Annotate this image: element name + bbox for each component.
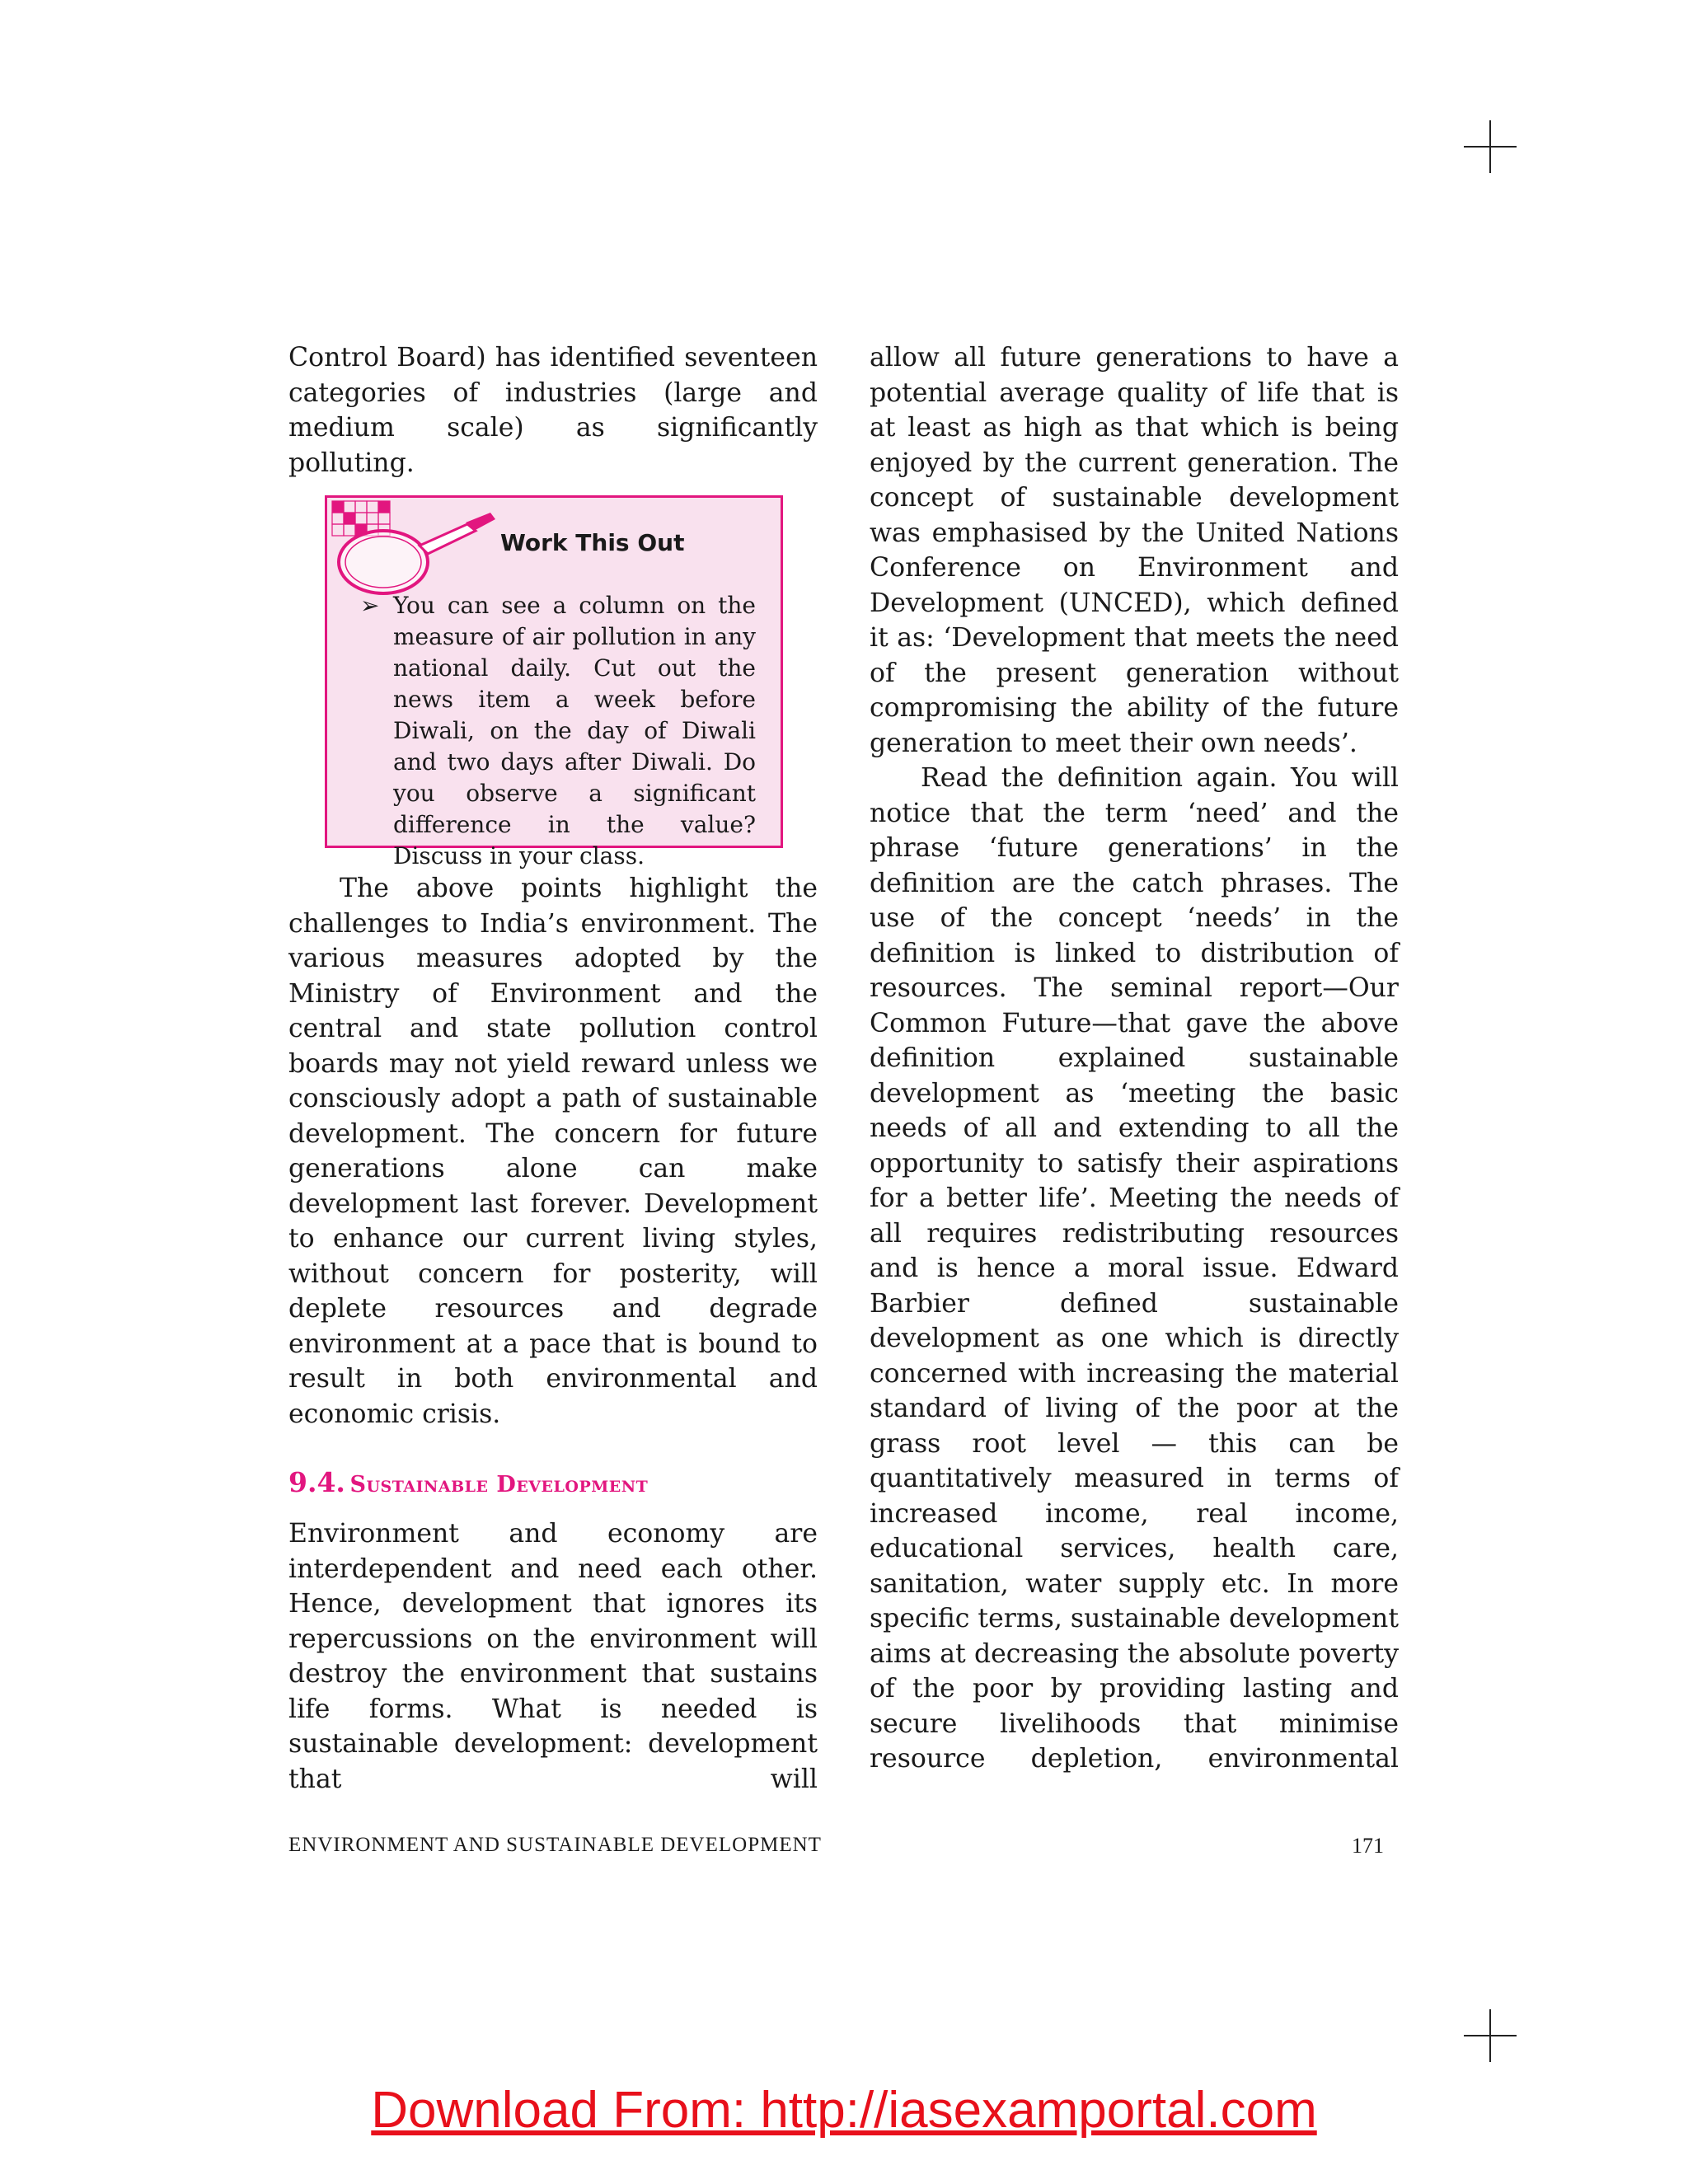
work-this-out-box xyxy=(325,495,783,869)
crop-mark-top xyxy=(1464,120,1517,173)
arrow-bullet-icon: ➢ xyxy=(360,592,380,619)
work-this-out-text: You can see a column on the measure of air pollution in any national daily. Cut out the news item a week before Diwali, on the day of Diwali and two days after Diwali. Do you observe a significant difference in the value? Discuss in your class. xyxy=(393,592,756,869)
right-paragraph-2: Read the definition again. You will notice that the term ‘need’ and the phrase ‘future generations’ in the definition are the catch phrases. The use of the concept ‘needs’ in the definition is linked to distribution of resources. The seminal report—Our Common Future—that gave the above definition explained sustainable development as ‘meeting the basic needs of all and extending to all the opportunity to satisfy their aspirations for a better life’. Meeting the needs of all requires redistributing resources and is hence a moral issue. Edward Barbier defined sustainable development as one which is directly concerned with increasing the material standard of living of the poor at the grass root level — this can be quantitatively measured in terms of increased income, real income, educational services, health care, sanitation, water supply etc. In more specific terms, sustainable development aims at decreasing the absolute poverty of the poor by providing lasting and secure livelihoods that minimise resource depletion, environmental xyxy=(870,763,1399,1774)
download-link[interactable]: Download From: http://iasexamportal.com xyxy=(371,2082,1317,2139)
left-column xyxy=(288,340,818,1797)
left-paragraph-3: Environment and economy are interdependent and need each other. Hence, development that ignores its repercussions on the environment will destroy the environment that sustains life forms. What is needed is sustainable development: development that will xyxy=(288,1519,818,1794)
work-this-out-title: Work This Out xyxy=(500,529,685,556)
section-title: Sustainable Development xyxy=(349,1472,649,1497)
crop-mark-bottom xyxy=(1464,2009,1517,2062)
section-number: 9.4. xyxy=(288,1466,345,1498)
left-paragraph-1: Control Board) has identified seventeen categories of industries (large and medium scale) as significantly polluting. xyxy=(288,343,818,478)
left-paragraph-2: The above points highlight the challenges to India’s environment. The various measures adopted by the Ministry of Environment and the central and state pollution control boards may not yield reward unless we consciously adopt a path of sustainable development. The concern for future generations alone can make development last forever. Development to enhance our current living styles, without concern for posterity, will deplete resources and degrade environment at a pace that is bound to result in both environmental and economic crisis. xyxy=(288,874,818,1429)
page-number: 171 xyxy=(1352,1834,1384,1858)
right-paragraph-1: allow all future generations to have a potential average quality of life that is at least as high as that which is being enjoyed by the current generation. The concept of sustainable development was emphasised by the United Nations Conference on Environment and Development (UNCED), which defined it as: ‘Development that meets the need of the present generation without compromising the ability of the future generation to meet their own needs’. xyxy=(870,343,1399,758)
right-column xyxy=(870,340,1399,1777)
footer-title: ENVIRONMENT AND SUSTAINABLE DEVELOPMENT xyxy=(288,1834,822,1856)
magnifying-glass-icon xyxy=(327,498,509,605)
section-heading xyxy=(288,1466,818,1498)
